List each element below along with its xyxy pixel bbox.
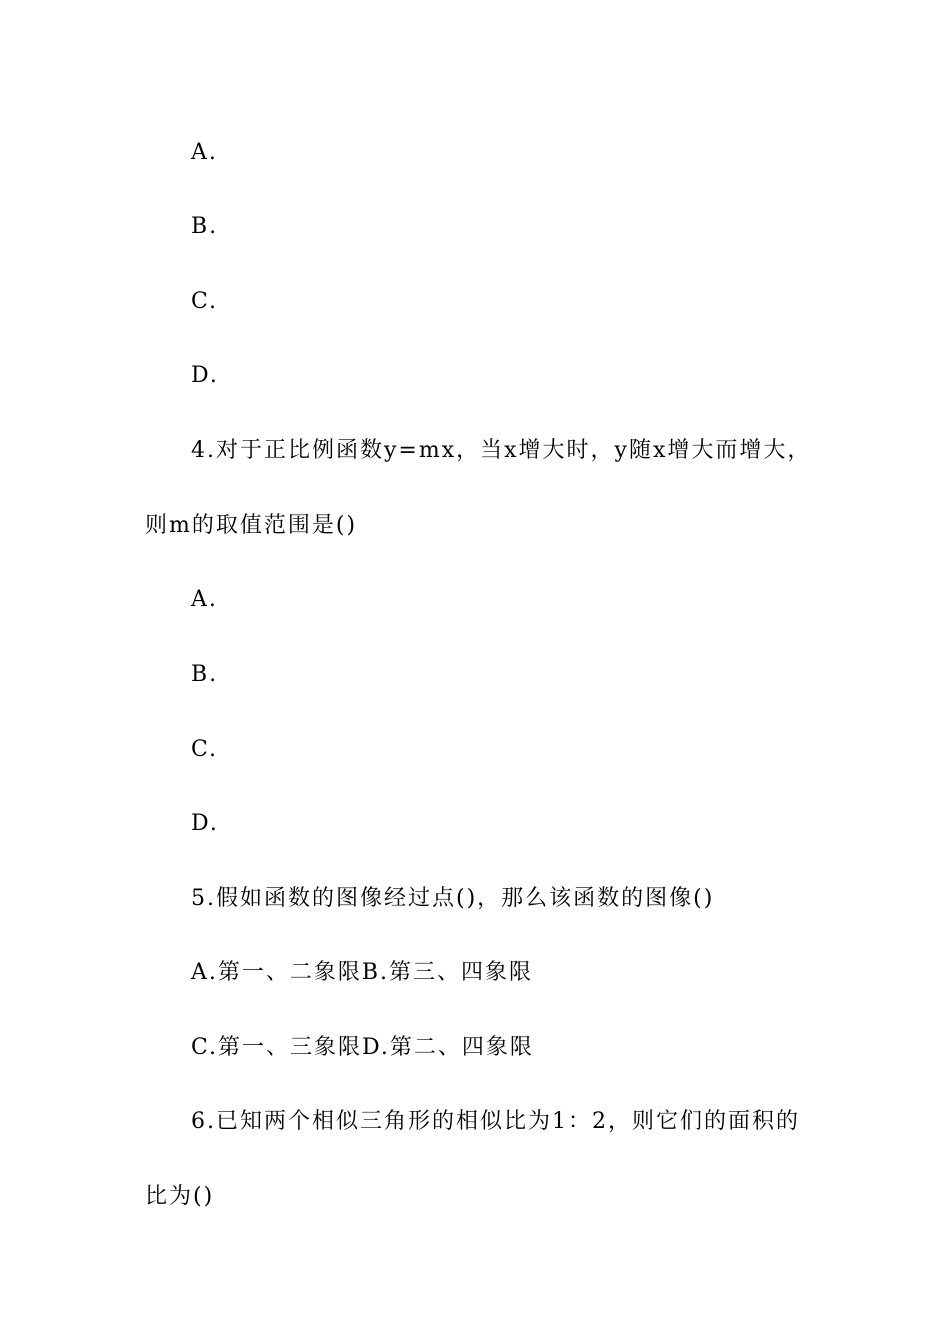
q5-options-row2: C.第一、三象限D.第二、四象限 (191, 1035, 534, 1060)
q4-option-d: D. (191, 811, 219, 836)
q6-stem-line1: 6.已知两个相似三角形的相似比为1：2，则它们的面积的 (191, 1109, 800, 1134)
q4-option-c: C. (191, 737, 219, 762)
q3-option-a: A. (191, 140, 218, 165)
q4-stem-line1: 4.对于正比例函数y=mx，当x增大时，y随x增大而增大， (191, 438, 812, 463)
q3-option-b: B. (191, 214, 219, 239)
q6-stem-line2: 比为() (145, 1184, 215, 1209)
q4-stem-line2: 则m的取值范围是() (145, 513, 358, 538)
q5-stem: 5.假如函数的图像经过点()，那么该函数的图像() (191, 886, 715, 911)
q4-option-a: A. (191, 587, 218, 612)
q5-options-row1: A.第一、二象限B.第三、四象限 (191, 960, 534, 985)
q3-option-c: C. (191, 289, 219, 314)
q3-option-d: D. (191, 363, 219, 388)
q4-option-b: B. (191, 662, 219, 687)
